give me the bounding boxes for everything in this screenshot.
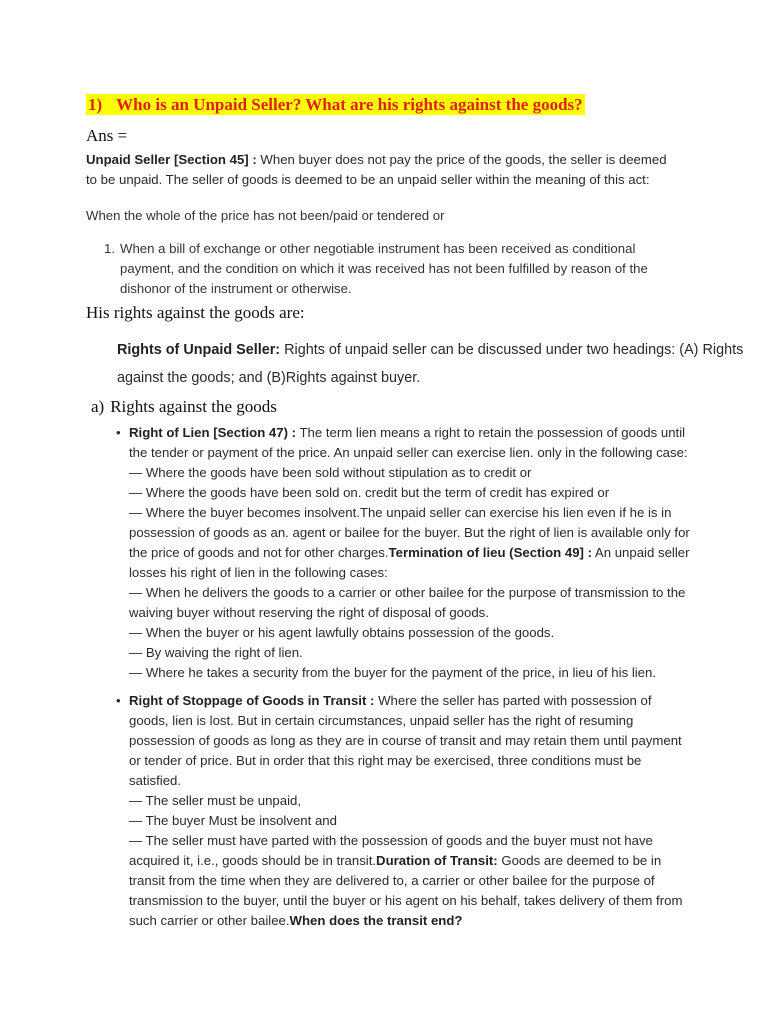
lien-line: — When he delivers the goods to a carrier or other bailee for the purpose of transmission to the <box>129 585 686 600</box>
rights-term: Rights of Unpaid Seller: <box>117 342 281 358</box>
question-number: 1) <box>88 95 103 114</box>
stoppage-line: satisfied. <box>129 773 182 788</box>
definition-line-1: When buyer does not pay the price of the goods, the seller is deemed <box>260 152 667 167</box>
lien-line: — Where the goods have been sold without stipulation as to credit or <box>129 465 532 480</box>
lien-line: the price of goods and not for other charges. <box>129 545 389 560</box>
answer-label: Ans = <box>86 126 128 145</box>
stoppage-line: Where the seller has parted with possession of <box>378 693 652 708</box>
lien-line: — Where the goods have been sold on. credit but the term of credit has expired or <box>129 485 610 500</box>
definition-line-2: to be unpaid. The seller of goods is deemed to be an unpaid seller within the meaning of this act: <box>86 172 650 187</box>
lien-line: possession of goods as an. agent or bailee for the buyer. But the right of lien is available only for <box>129 525 690 540</box>
lien-line: — Where he takes a security from the buyer for the payment of the price, in lieu of his lien. <box>129 665 657 680</box>
bullet-dot: • <box>116 693 121 708</box>
bullet-dot: • <box>116 425 121 440</box>
stoppage-line: — The buyer Must be insolvent and <box>129 813 337 828</box>
rights-of-unpaid-seller <box>117 336 744 392</box>
list-item-line-1: When a bill of exchange or other negotiable instrument has been received as conditional <box>120 241 636 256</box>
stoppage-line: Goods are deemed to be in <box>501 853 662 868</box>
subheading-text: Rights against the goods <box>110 397 277 416</box>
rights-line-2: against the goods; and (B)Rights against buyer. <box>117 370 421 386</box>
rights-intro: His rights against the goods are: <box>86 303 305 322</box>
unpaid-seller-definition <box>86 150 726 190</box>
lien-line: The term lien means a right to retain the possession of goods until <box>299 425 686 440</box>
lien-line: — When the buyer or his agent lawfully obtains possession of the goods. <box>129 625 555 640</box>
duration-term: Duration of Transit: <box>376 853 498 868</box>
bullet-stoppage-in-transit <box>116 691 736 931</box>
list-item-line-2: payment, and the condition on which it was received has not been fulfilled by reason of the <box>120 261 648 276</box>
stoppage-term: Right of Stoppage of Goods in Transit : <box>129 693 375 708</box>
lien-line: waiving buyer without reserving the right of disposal of goods. <box>129 605 489 620</box>
question-heading <box>86 94 585 115</box>
termination-term: Termination of lieu (Section 49] : <box>388 545 592 560</box>
lien-line: — Where the buyer becomes insolvent.The unpaid seller can exercise his lien even if he is in <box>129 505 672 520</box>
lien-term: Right of Lien [Section 47) : <box>129 425 297 440</box>
lien-line: losses his right of lien in the following cases: <box>129 565 388 580</box>
bullet-right-of-lien <box>116 423 736 683</box>
stoppage-line: such carrier or other bailee. <box>129 913 290 928</box>
lien-line: An unpaid seller <box>594 545 690 560</box>
stoppage-line: possession of goods as long as they are in course of transit and may retain them until payment <box>129 733 682 748</box>
whole-price-text: When the whole of the price has not been/paid or tendered or <box>86 208 445 223</box>
subheading-letter: a) <box>91 397 105 416</box>
subheading-rights-against-goods <box>91 397 277 417</box>
transit-end-term: When does the transit end? <box>289 913 463 928</box>
lien-line: the tender or payment of the price. An unpaid seller can exercise lien. only in the following case: <box>129 445 688 460</box>
stoppage-line: goods, lien is lost. But in certain circumstances, unpaid seller has the right of resuming <box>129 713 634 728</box>
stoppage-line: transmission to the buyer, until the buyer or his agent on his behalf, takes delivery of them from <box>129 893 683 908</box>
stoppage-line: — The seller must have parted with the possession of goods and the buyer must not have <box>129 833 653 848</box>
list-number: 1. <box>104 241 115 256</box>
stoppage-line: — The seller must be unpaid, <box>129 793 302 808</box>
stoppage-line: acquired it, i.e., goods should be in transit. <box>129 853 377 868</box>
rights-line-1: Rights of unpaid seller can be discussed under two headings: (A) Rights <box>284 342 744 358</box>
bullet-list <box>116 423 736 931</box>
numbered-list <box>104 239 694 299</box>
lien-line: — By waiving the right of lien. <box>129 645 303 660</box>
stoppage-line: or tender of price. But in order that this right may be exercised, three conditions must be <box>129 753 642 768</box>
definition-term: Unpaid Seller [Section 45] : <box>86 152 257 167</box>
list-item-line-3: dishonor of the instrument or otherwise. <box>120 281 352 296</box>
stoppage-line: transit from the time when they are delivered to, a carrier or other bailee for the purpose of <box>129 873 655 888</box>
question-text: Who is an Unpaid Seller? What are his rights against the goods? <box>116 95 583 114</box>
